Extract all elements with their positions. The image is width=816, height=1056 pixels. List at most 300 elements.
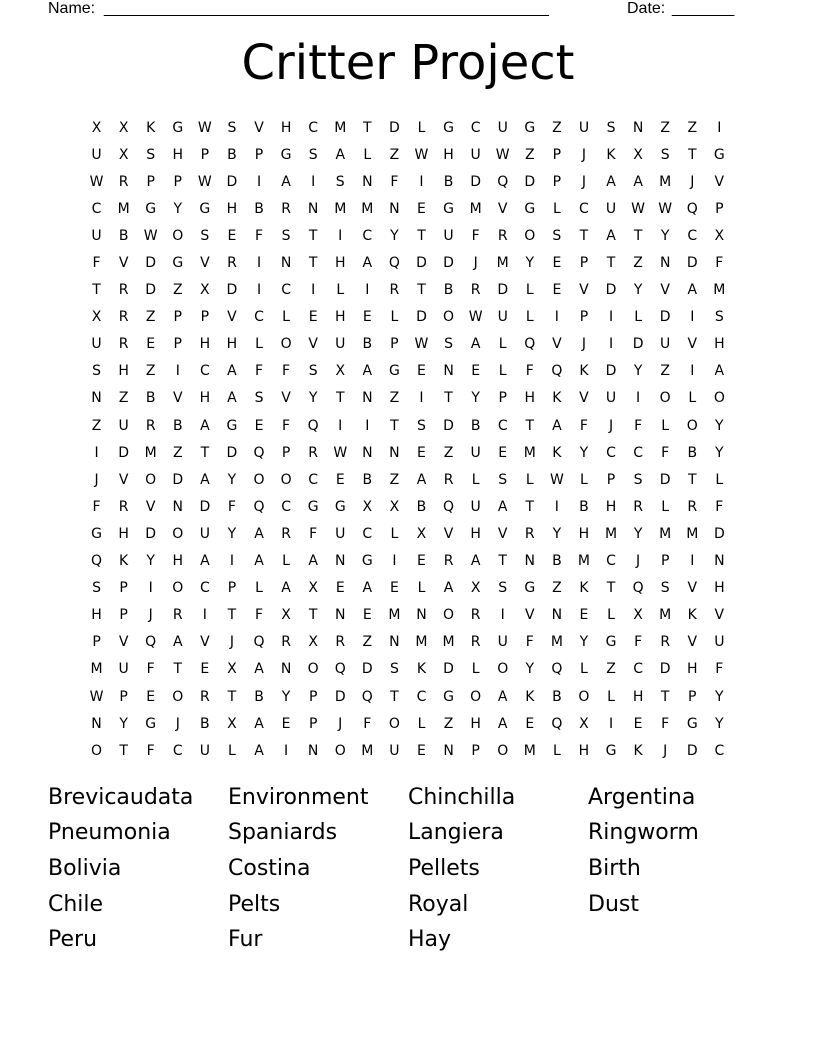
grid-letter[interactable]: X — [416, 525, 427, 542]
grid-letter[interactable]: W — [468, 309, 483, 326]
grid-letter[interactable]: A — [335, 146, 346, 163]
grid-letter[interactable]: R — [118, 309, 129, 326]
grid-letter[interactable]: L — [525, 471, 534, 488]
grid-letter[interactable]: Y — [525, 661, 535, 678]
grid-letter[interactable]: O — [280, 471, 292, 488]
grid-letter[interactable]: U — [118, 417, 129, 434]
grid-letter[interactable]: L — [282, 309, 290, 326]
grid-letter[interactable]: V — [118, 634, 129, 651]
grid-letter[interactable]: D — [605, 282, 617, 299]
grid-letter[interactable]: I — [229, 553, 234, 570]
grid-letter[interactable]: V — [254, 119, 264, 136]
grid-letter[interactable]: A — [497, 688, 508, 705]
grid-letter[interactable]: U — [199, 525, 210, 542]
grid-letter[interactable]: H — [226, 200, 238, 217]
grid-letter[interactable]: G — [172, 255, 184, 272]
grid-letter[interactable]: H — [172, 553, 184, 570]
grid-letter[interactable]: P — [254, 146, 264, 163]
grid-letter[interactable]: Y — [633, 525, 643, 542]
grid-letter[interactable]: Y — [173, 200, 183, 217]
grid-letter[interactable]: J — [175, 715, 180, 732]
grid-letter[interactable]: H — [714, 580, 725, 597]
grid-letter[interactable]: E — [281, 715, 291, 732]
grid-letter[interactable]: N — [362, 390, 373, 407]
grid-letter[interactable]: I — [94, 444, 99, 461]
grid-letter[interactable]: D — [497, 282, 509, 299]
grid-letter[interactable]: R — [281, 525, 291, 542]
grid-letter[interactable]: F — [92, 255, 101, 272]
grid-letter[interactable]: L — [471, 471, 480, 488]
grid-letter[interactable]: L — [363, 146, 372, 163]
grid-letter[interactable]: O — [388, 715, 400, 732]
grid-letter[interactable]: U — [497, 309, 508, 326]
grid-letter[interactable]: N — [443, 742, 454, 759]
grid-letter[interactable]: N — [280, 661, 292, 678]
grid-letter[interactable]: E — [335, 580, 345, 597]
grid-letter[interactable]: P — [119, 580, 128, 597]
grid-letter[interactable]: C — [606, 444, 616, 461]
grid-letter[interactable]: E — [552, 282, 562, 299]
grid-letter[interactable]: L — [282, 553, 290, 570]
grid-letter[interactable]: C — [633, 444, 643, 461]
grid-letter[interactable]: O — [172, 227, 184, 244]
grid-letter[interactable]: V — [118, 255, 129, 272]
grid-letter[interactable]: G — [605, 634, 617, 651]
grid-letter[interactable]: Z — [389, 390, 400, 407]
grid-letter[interactable]: U — [335, 336, 346, 353]
grid-letter[interactable]: L — [255, 336, 263, 353]
grid-letter[interactable]: I — [392, 553, 397, 570]
grid-letter[interactable]: U — [470, 444, 481, 461]
grid-letter[interactable]: Q — [334, 661, 346, 678]
grid-letter[interactable]: S — [308, 363, 318, 380]
grid-letter[interactable]: P — [308, 715, 318, 732]
grid-letter[interactable]: V — [525, 607, 535, 624]
grid-letter[interactable]: D — [416, 255, 427, 272]
grid-letter[interactable]: I — [636, 390, 641, 407]
grid-letter[interactable]: G — [524, 200, 536, 217]
grid-letter[interactable]: Y — [552, 525, 562, 542]
grid-letter[interactable]: T — [417, 282, 426, 299]
grid-letter[interactable]: Z — [687, 119, 698, 136]
grid-letter[interactable]: H — [199, 336, 211, 353]
grid-letter[interactable]: X — [118, 119, 129, 136]
grid-letter[interactable]: Z — [118, 390, 129, 407]
grid-letter[interactable]: H — [578, 525, 590, 542]
grid-letter[interactable]: M — [334, 200, 347, 217]
grid-letter[interactable]: S — [660, 146, 670, 163]
grid-letter[interactable]: M — [144, 444, 157, 461]
grid-letter[interactable]: T — [363, 119, 372, 136]
grid-letter[interactable]: I — [419, 390, 424, 407]
grid-letter[interactable]: L — [552, 200, 561, 217]
grid-letter[interactable]: K — [525, 688, 535, 705]
grid-letter[interactable]: V — [687, 580, 698, 597]
grid-letter[interactable]: X — [470, 580, 481, 597]
grid-letter[interactable]: V — [200, 634, 210, 651]
grid-letter[interactable]: C — [308, 119, 319, 136]
grid-letter[interactable]: X — [579, 715, 589, 732]
grid-letter[interactable]: D — [416, 309, 427, 326]
grid-letter[interactable]: M — [659, 607, 672, 624]
grid-letter[interactable]: I — [554, 498, 559, 515]
grid-letter[interactable]: M — [117, 200, 130, 217]
grid-letter[interactable]: K — [579, 580, 589, 597]
grid-letter[interactable]: Q — [253, 498, 265, 515]
grid-letter[interactable]: R — [145, 417, 156, 434]
grid-letter[interactable]: C — [172, 742, 183, 759]
grid-letter[interactable]: Z — [443, 715, 454, 732]
grid-letter[interactable]: L — [580, 661, 588, 678]
grid-letter[interactable]: E — [146, 688, 156, 705]
grid-letter[interactable]: N — [335, 553, 346, 570]
grid-letter[interactable]: E — [362, 309, 372, 326]
grid-letter[interactable]: B — [227, 146, 237, 163]
grid-letter[interactable]: D — [199, 498, 211, 515]
grid-letter[interactable]: P — [281, 444, 291, 461]
grid-letter[interactable]: Y — [715, 417, 724, 434]
grid-letter[interactable]: W — [333, 444, 348, 461]
grid-letter[interactable]: O — [253, 471, 265, 488]
grid-letter[interactable]: I — [690, 309, 695, 326]
grid-letter[interactable]: K — [687, 607, 697, 624]
grid-letter[interactable]: G — [605, 742, 617, 759]
grid-letter[interactable]: Y — [579, 634, 589, 651]
grid-letter[interactable]: V — [660, 282, 670, 299]
grid-letter[interactable]: M — [415, 634, 428, 651]
grid-letter[interactable]: W — [197, 173, 212, 190]
grid-letter[interactable]: A — [227, 363, 237, 380]
grid-letter[interactable]: S — [660, 580, 670, 597]
grid-letter[interactable]: V — [579, 282, 589, 299]
grid-letter[interactable]: P — [552, 173, 562, 190]
grid-letter[interactable]: H — [334, 255, 346, 272]
grid-letter[interactable]: B — [687, 444, 698, 461]
grid-letter[interactable]: S — [417, 417, 426, 434]
grid-letter[interactable]: K — [633, 742, 643, 759]
grid-letter[interactable]: M — [713, 282, 726, 299]
grid-letter[interactable]: F — [715, 498, 724, 515]
grid-letter[interactable]: T — [525, 498, 535, 515]
grid-letter[interactable]: D — [659, 309, 671, 326]
grid-letter[interactable]: B — [145, 390, 156, 407]
grid-letter[interactable]: D — [443, 661, 454, 678]
grid-letter[interactable]: E — [525, 715, 535, 732]
grid-letter[interactable]: M — [361, 742, 374, 759]
grid-letter[interactable]: C — [606, 553, 616, 570]
grid-letter[interactable]: E — [146, 336, 156, 353]
grid-letter[interactable]: N — [443, 363, 454, 380]
grid-letter[interactable]: H — [578, 742, 590, 759]
grid-letter[interactable]: P — [579, 255, 589, 272]
grid-letter[interactable]: F — [390, 173, 399, 190]
grid-letter[interactable]: G — [145, 715, 157, 732]
grid-letter[interactable]: U — [470, 146, 481, 163]
grid-letter[interactable]: T — [308, 255, 318, 272]
grid-letter[interactable]: S — [498, 580, 508, 597]
grid-letter[interactable]: M — [577, 553, 590, 570]
grid-letter[interactable]: F — [525, 634, 534, 651]
grid-letter[interactable]: L — [336, 282, 345, 299]
grid-letter[interactable]: Y — [146, 553, 155, 570]
grid-letter[interactable]: H — [280, 119, 292, 136]
grid-letter[interactable]: M — [361, 200, 374, 217]
grid-letter[interactable]: P — [688, 688, 697, 705]
grid-letter[interactable]: P — [119, 688, 128, 705]
grid-letter[interactable]: G — [226, 417, 238, 434]
grid-letter[interactable]: B — [579, 498, 589, 515]
grid-letter[interactable]: M — [442, 634, 455, 651]
grid-letter[interactable]: F — [92, 498, 101, 515]
grid-letter[interactable]: D — [713, 525, 725, 542]
grid-letter[interactable]: G — [388, 363, 400, 380]
grid-letter[interactable]: A — [308, 553, 318, 570]
grid-letter[interactable]: R — [633, 498, 643, 515]
grid-letter[interactable]: Q — [253, 444, 265, 461]
grid-letter[interactable]: B — [254, 688, 264, 705]
grid-letter[interactable]: L — [228, 742, 236, 759]
grid-letter[interactable]: D — [686, 255, 698, 272]
grid-letter[interactable]: V — [145, 498, 156, 515]
grid-letter[interactable]: Q — [388, 255, 400, 272]
grid-letter[interactable]: S — [281, 227, 291, 244]
grid-letter[interactable]: P — [173, 173, 182, 190]
grid-letter[interactable]: R — [172, 607, 183, 624]
grid-letter[interactable]: C — [687, 227, 698, 244]
grid-letter[interactable]: F — [363, 715, 372, 732]
grid-letter[interactable]: P — [390, 336, 399, 353]
grid-letter[interactable]: G — [443, 688, 454, 705]
grid-letter[interactable]: A — [470, 553, 481, 570]
grid-letter[interactable]: X — [714, 227, 725, 244]
grid-letter[interactable]: E — [389, 580, 399, 597]
grid-letter[interactable]: F — [471, 227, 480, 244]
grid-letter[interactable]: K — [416, 661, 427, 678]
grid-letter[interactable]: Y — [227, 471, 237, 488]
grid-letter[interactable]: B — [362, 471, 373, 488]
grid-letter[interactable]: T — [308, 227, 318, 244]
grid-letter[interactable]: C — [281, 498, 291, 515]
grid-letter[interactable]: P — [173, 309, 182, 326]
grid-letter[interactable]: T — [92, 282, 101, 299]
grid-letter[interactable]: I — [311, 282, 316, 299]
grid-letter[interactable]: M — [523, 444, 536, 461]
grid-letter[interactable]: M — [550, 634, 563, 651]
grid-letter[interactable]: M — [659, 525, 672, 542]
grid-letter[interactable]: I — [608, 336, 614, 353]
grid-letter[interactable]: P — [471, 742, 480, 759]
grid-letter[interactable]: X — [91, 119, 102, 136]
grid-letter[interactable]: Q — [307, 417, 319, 434]
grid-letter[interactable]: U — [605, 200, 617, 217]
grid-letter[interactable]: A — [362, 363, 373, 380]
grid-letter[interactable]: F — [254, 363, 264, 380]
grid-letter[interactable]: A — [497, 498, 508, 515]
grid-letter[interactable]: Y — [525, 255, 535, 272]
grid-letter[interactable]: P — [308, 688, 318, 705]
grid-letter[interactable]: T — [660, 688, 670, 705]
grid-letter[interactable]: N — [335, 607, 346, 624]
grid-letter[interactable]: I — [365, 417, 370, 434]
grid-letter[interactable]: O — [172, 580, 184, 597]
grid-letter[interactable]: I — [256, 255, 262, 272]
grid-letter[interactable]: N — [714, 553, 725, 570]
grid-letter[interactable]: J — [229, 634, 234, 651]
grid-letter[interactable]: Q — [524, 336, 536, 353]
grid-letter[interactable]: V — [579, 390, 589, 407]
grid-letter[interactable]: A — [362, 255, 373, 272]
grid-letter[interactable]: T — [687, 471, 697, 488]
grid-letter[interactable]: S — [552, 227, 562, 244]
grid-letter[interactable]: I — [554, 309, 559, 326]
grid-letter[interactable]: V — [227, 309, 237, 326]
grid-letter[interactable]: H — [226, 336, 238, 353]
grid-letter[interactable]: J — [473, 255, 478, 272]
grid-letter[interactable]: Z — [633, 255, 643, 272]
grid-letter[interactable]: O — [307, 661, 319, 678]
grid-letter[interactable]: A — [281, 173, 291, 190]
grid-letter[interactable]: P — [498, 390, 507, 407]
grid-letter[interactable]: Q — [145, 634, 157, 651]
grid-letter[interactable]: O — [443, 309, 455, 326]
grid-letter[interactable]: Q — [443, 498, 455, 515]
grid-letter[interactable]: N — [280, 255, 292, 272]
grid-letter[interactable]: T — [200, 444, 210, 461]
grid-letter[interactable]: G — [713, 146, 725, 163]
grid-letter[interactable]: D — [605, 363, 617, 380]
grid-letter[interactable]: G — [91, 525, 102, 542]
grid-letter[interactable]: O — [334, 742, 346, 759]
grid-letter[interactable]: S — [714, 309, 724, 326]
grid-letter[interactable]: X — [362, 498, 373, 515]
grid-letter[interactable]: T — [525, 417, 535, 434]
grid-letter[interactable]: F — [634, 634, 643, 651]
grid-letter[interactable]: O — [91, 742, 103, 759]
grid-letter[interactable]: S — [200, 227, 210, 244]
grid-letter[interactable]: O — [686, 417, 698, 434]
grid-letter[interactable]: O — [172, 525, 184, 542]
grid-letter[interactable]: V — [687, 634, 698, 651]
grid-letter[interactable]: E — [227, 227, 237, 244]
grid-letter[interactable]: H — [91, 607, 102, 624]
grid-letter[interactable]: A — [254, 742, 264, 759]
grid-letter[interactable]: C — [362, 227, 373, 244]
grid-letter[interactable]: N — [307, 742, 319, 759]
grid-letter[interactable]: S — [389, 661, 399, 678]
grid-letter[interactable]: J — [636, 553, 641, 570]
grid-letter[interactable]: P — [200, 146, 210, 163]
grid-letter[interactable]: L — [607, 688, 615, 705]
grid-letter[interactable]: Q — [551, 715, 563, 732]
grid-letter[interactable]: A — [281, 580, 291, 597]
grid-letter[interactable]: O — [443, 607, 455, 624]
grid-letter[interactable]: N — [362, 173, 373, 190]
grid-letter[interactable]: P — [173, 336, 182, 353]
grid-letter[interactable]: J — [94, 471, 99, 488]
grid-letter[interactable]: D — [334, 688, 346, 705]
grid-letter[interactable]: D — [389, 119, 400, 136]
grid-letter[interactable]: U — [199, 742, 210, 759]
grid-letter[interactable]: I — [608, 715, 614, 732]
grid-letter[interactable]: V — [118, 471, 129, 488]
grid-letter[interactable]: A — [497, 715, 508, 732]
grid-letter[interactable]: K — [606, 146, 616, 163]
grid-letter[interactable]: N — [172, 498, 184, 515]
grid-letter[interactable]: A — [714, 363, 725, 380]
grid-letter[interactable]: B — [172, 417, 183, 434]
grid-letter[interactable]: F — [146, 661, 155, 678]
grid-letter[interactable]: L — [390, 525, 399, 542]
grid-letter[interactable]: H — [605, 498, 617, 515]
grid-letter[interactable]: E — [417, 200, 426, 217]
grid-letter[interactable]: U — [91, 336, 102, 353]
grid-letter[interactable]: T — [335, 390, 345, 407]
grid-letter[interactable]: N — [91, 715, 102, 732]
grid-letter[interactable]: L — [417, 715, 426, 732]
grid-letter[interactable]: Y — [471, 390, 480, 407]
grid-letter[interactable]: A — [687, 282, 698, 299]
grid-letter[interactable]: Y — [660, 227, 670, 244]
grid-letter[interactable]: D — [145, 255, 157, 272]
grid-letter[interactable]: I — [256, 173, 262, 190]
grid-letter[interactable]: J — [338, 715, 343, 732]
grid-letter[interactable]: M — [469, 200, 482, 217]
grid-letter[interactable]: G — [145, 200, 157, 217]
grid-letter[interactable]: H — [172, 146, 184, 163]
grid-letter[interactable]: K — [146, 119, 156, 136]
grid-letter[interactable]: Y — [227, 525, 237, 542]
grid-letter[interactable]: R — [335, 634, 346, 651]
grid-letter[interactable]: H — [443, 146, 454, 163]
grid-letter[interactable]: H — [470, 715, 481, 732]
grid-letter[interactable]: P — [660, 553, 670, 570]
grid-letter[interactable]: H — [714, 336, 725, 353]
grid-letter[interactable]: L — [417, 119, 426, 136]
grid-letter[interactable]: E — [552, 255, 562, 272]
grid-letter[interactable]: R — [199, 688, 210, 705]
grid-letter[interactable]: F — [525, 363, 534, 380]
grid-letter[interactable]: X — [91, 309, 102, 326]
grid-letter[interactable]: C — [362, 525, 373, 542]
grid-letter[interactable]: M — [604, 525, 618, 542]
grid-letter[interactable]: Z — [389, 146, 400, 163]
grid-letter[interactable]: X — [389, 498, 400, 515]
grid-letter[interactable]: J — [581, 146, 587, 163]
grid-letter[interactable]: S — [498, 471, 508, 488]
grid-letter[interactable]: B — [470, 417, 481, 434]
grid-letter[interactable]: L — [661, 498, 670, 515]
grid-letter[interactable]: F — [309, 525, 318, 542]
grid-letter[interactable]: O — [145, 471, 157, 488]
grid-letter[interactable]: G — [686, 715, 698, 732]
grid-letter[interactable]: C — [199, 363, 210, 380]
grid-letter[interactable]: T — [417, 227, 426, 244]
grid-letter[interactable]: L — [661, 417, 670, 434]
grid-letter[interactable]: X — [227, 661, 237, 678]
grid-letter[interactable]: E — [200, 661, 210, 678]
grid-letter[interactable]: N — [551, 607, 563, 624]
grid-letter[interactable]: B — [118, 227, 129, 244]
grid-letter[interactable]: F — [715, 255, 724, 272]
grid-letter[interactable]: K — [119, 553, 129, 570]
grid-letter[interactable]: N — [389, 444, 400, 461]
grid-letter[interactable]: Y — [715, 444, 724, 461]
grid-letter[interactable]: Z — [91, 417, 102, 434]
grid-letter[interactable]: R — [443, 471, 454, 488]
grid-letter[interactable]: D — [524, 173, 536, 190]
grid-letter[interactable]: P — [227, 580, 237, 597]
grid-letter[interactable]: H — [118, 525, 129, 542]
